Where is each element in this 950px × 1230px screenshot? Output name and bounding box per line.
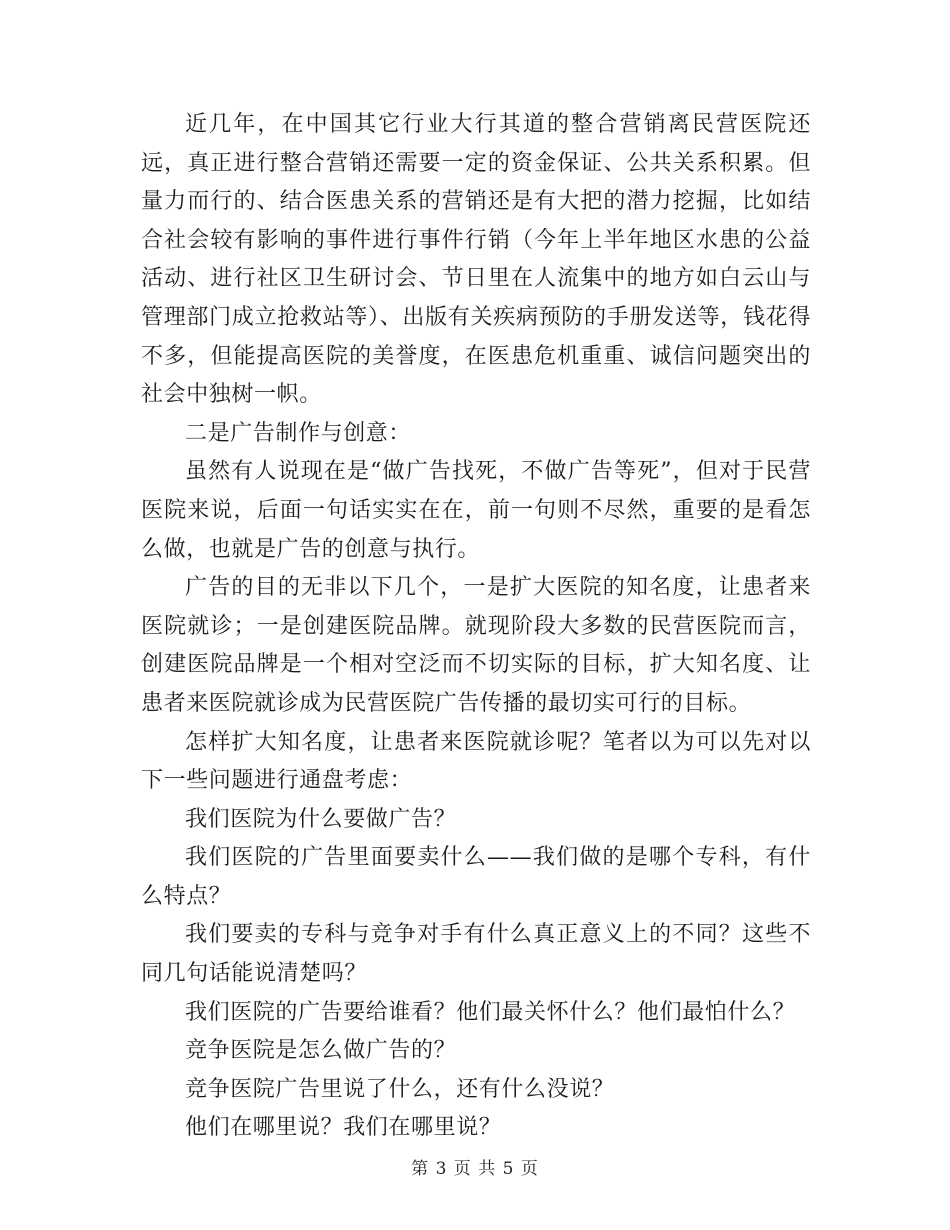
page-footer [0,1154,950,1179]
document-body [141,106,811,1148]
question-item: 他们在哪里说？我们在哪里说？ [185,1115,502,1141]
paragraph: 近几年，在中国其它行业大行其道的整合营销离民营医院还远，真正进行整合营销还需要一定的资金保证、公共关系积累。但量力而行的、结合医患关系的营销还是有大把的潜力挖掘，比如结合社会较有影响的事件进行事件行销（今年上半年地区水患的公益活动、进行社区卫生研讨会、节日里在人流集中的地方如白云山与管理部门成立抢救站等）、出版有关疾病预防的手册发送等，钱花得不多，但能提高医院的美誉度，在医患危机重重、诚信问题突出的社会中独树一帜。 [141,112,811,408]
question-item: 我们医院为什么要做广告？ [185,806,457,832]
paragraph: 广告的目的无非以下几个，一是扩大医院的知名度，让患者来医院就诊；一是创建医院品牌。就现阶段大多数的民营医院而言，创建医院品牌是一个相对空泛而不切实际的目标，扩大知名度、让患者来医院就诊成为民营医院广告传播的最切实可行的目标。 [141,575,811,716]
paragraph: 怎样扩大知名度，让患者来医院就诊呢？笔者以为可以先对以下一些问题进行通盘考虑： [141,729,811,794]
section-heading: 二是广告制作与创意： [185,420,412,446]
question-item: 我们要卖的专科与竞争对手有什么真正意义上的不同？这些不同几句话能说清楚吗？ [141,922,811,987]
paragraph: 虽然有人说现在是“做广告找死，不做广告等死”，但对于民营医院来说，后面一句话实实在在，前一句则不尽然，重要的是看怎么做，也就是广告的创意与执行。 [141,459,811,562]
question-item: 我们医院的广告里面要卖什么——我们做的是哪个专科，有什么特点？ [141,845,811,909]
page-number: 第 3 页 共 5 页 [411,1159,539,1179]
question-item: 竞争医院广告里说了什么，还有什么没说？ [185,1076,615,1102]
question-item: 竞争医院是怎么做广告的？ [185,1038,457,1064]
question-item: 我们医院的广告要给谁看？他们最关怀什么？他们最怕什么？ [185,999,796,1025]
